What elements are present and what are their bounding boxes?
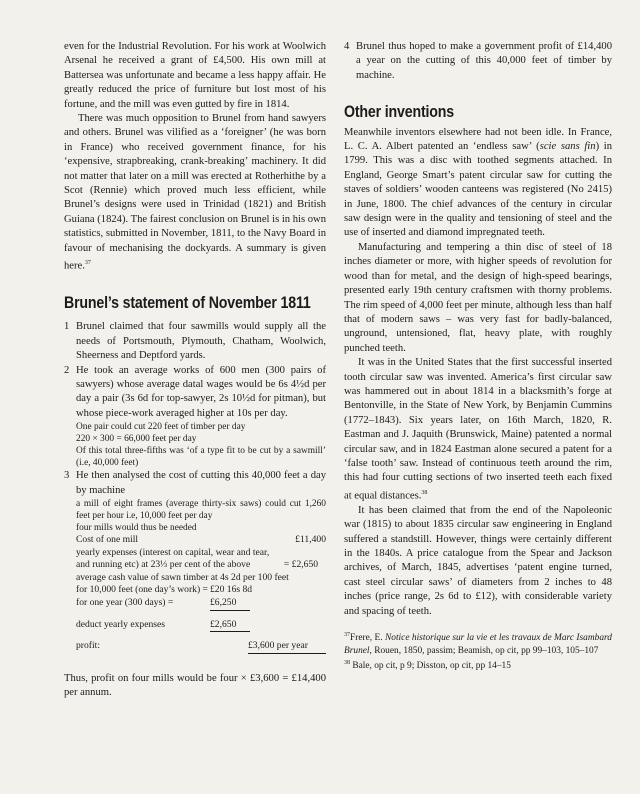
footnote-text: Frere, E. [350, 633, 386, 644]
item-text: He then analysed the cost of cutting this 40,000 feet a day by machine [76, 470, 326, 496]
item-subtext: One pair could cut 220 feet of timber per day [76, 422, 246, 433]
right-column [344, 40, 612, 672]
calc-value: = £2,650 [283, 559, 319, 571]
item-number: 1 [64, 321, 70, 333]
calc-value: £11,400 [295, 534, 326, 546]
footnote-number: 38 [344, 659, 350, 666]
footnote-ref: 38 [421, 489, 428, 496]
calc-label: average cash value of sawn timber at 4s 2d per 100 feet [76, 571, 289, 583]
footnote [344, 657, 612, 673]
cost-calculation [64, 534, 326, 654]
list-item [64, 364, 326, 470]
footnote-text: , Rouen, 1850, passim; Beamish, op cit, pp 99–103, 105–107 [369, 645, 599, 656]
paragraph-text: It was in the United States that the first successful inserted tooth circular saw was invented. America’s first circular saw was hammered out in about 1814 in a blacksmith’s forge at Bentonville, in the State of New York, by Benjamin Cummins (1772–1843). Six years later, on 16th March, 1820, R. Eastman and J. Jaquith (Brunswick, Maine) patented a normal circular saw, and in 1824 Eastman alone secured a patent for a ‘false tooth’ saw. Instead of continuous teeth around the rim, this had four cutting sections of two inserted teeth each fixed at equal distances. [344, 357, 612, 502]
paragraph-text: There was much opposition to Brunel from hand sawyers and others. Brunel was vilified as a ‘foreigner’ (he was born in France) who received government finance, for his ‘expensive, strapbreaking, crank-breaking’ machinery. It did not matter that later on a mill was erected at Rotherhithe by a Scot (Rennie) which proved much less efficient, while Brunel’s designs were used in Trinidad (1821) and British Guiana (1824). The fairest conclusion on Brunel is in his own statistics, submitted in November, 1811, to the Navy Board in favour of mechanising the dockyards. A summary is given here. [64, 113, 326, 272]
calc-value: £6,250 [210, 597, 250, 611]
section-heading: Brunel’s statement of November 1811 [64, 294, 311, 313]
item-number: 3 [64, 470, 70, 482]
item-subtext: Of this total three-fifths was ‘of a type fit to be cut by a sawmill’ (i.e, 40,000 feet) [76, 446, 326, 469]
list-item [64, 320, 326, 363]
calc-value: £3,600 per year [248, 640, 326, 654]
paragraph: even for the Industrial Revolution. For his work at Woolwich Arsenal he received a grant of £4,500. His own mill at Battersea was unfortunate and became a less happy affair. He greatly reduced the price of furniture but lost most of his fortune, and the mill was even gutted by fire in 1814. [64, 41, 326, 110]
item-text: He took an average works of 600 men (300 pairs of sawyers) whose average datal wages would be 6s 4½d per day a pair (3s 6d for top-sawyer, 2s 10½d for pitman), but whose piece-work averaged higher at 10s per day. [76, 364, 326, 419]
calc-label: Cost of one mill [76, 534, 139, 546]
item-subtext: a mill of eight frames (average thirty-six saws) could cut 1,260 feet per hour i.e, 10,000 feet per day [76, 499, 326, 522]
paragraph-text: ) in 1799. This was a disc with toothed segments attached. In England, George Smart’s patent circular saw for cutting the staves of soldiers’ wooden canteens was registered (No 2415) in June, 1800. The chief advances of the century in circular saw design were in the quality and tensioning of steel and the use of inserted and diamond impregnated teeth. [344, 141, 612, 239]
item-subtext: four mills would thus be needed [76, 523, 197, 534]
item-text: Brunel claimed that four sawmills would supply all the needs of Portsmouth, Plymouth, Chatham, Woolwich, Sheerness and Deptford yards. [76, 321, 326, 362]
paragraph [64, 112, 326, 274]
footnote-number: 37 [344, 631, 350, 638]
footnote [344, 629, 612, 657]
paragraph: It has been claimed that from the end of the Napoleonic war (1815) to about 1835 circular saw engineering in England suffered a standstill. However, things were certainly different in the 1840s. A price catalogue from the Spear and Jackson archives, of March, 1845, advertises ‘patent engine turned, cast steel circular saws’ of diameters from 2 inches to 48 inches (price range, 2s 6d to £12), with considerable variety and spacing of teeth. [344, 504, 612, 617]
calc-label: for one year (300 days) = [76, 597, 174, 609]
calc-label: deduct yearly expenses [76, 618, 165, 630]
footnote-text: Bale, op cit, p 9; Disston, op cit, pp 14–15 [352, 661, 511, 672]
paragraph [344, 126, 612, 241]
paragraph: Manufacturing and tempering a thin disc of steel of 18 inches diameter or more, with higher speeds of revolution for wood than for metal, and the design of high-speed bearings, presented early 19th century craftsmen with thorny problems. The rim speed of 4,000 feet per minute, although less than half that of modern saws – was very fast for badly-balanced, unground, untensioned, flat, heavy plate, with roughly punched teeth. [344, 241, 612, 354]
footnotes [344, 629, 612, 672]
list-item [64, 469, 326, 534]
item-number: 4 [344, 41, 350, 52]
conclusion: Thus, profit on four mills would be four × £3,600 = £14,400 per annum. [64, 672, 326, 699]
calc-label: profit: [76, 640, 100, 652]
calc-value: £2,650 [210, 619, 250, 633]
section-heading: Other inventions [344, 103, 454, 122]
item-text: Brunel thus hoped to make a government profit of £14,400 a year on the cutting of this 40,000 feet of timber by machine. [356, 41, 612, 81]
list-item [344, 40, 612, 83]
item-subtext: 220 × 300 = 66,000 feet per day [76, 434, 197, 445]
item-number: 2 [64, 364, 70, 376]
footnote-ref: 37 [84, 260, 91, 267]
calc-label: yearly expenses (interest on capital, wear and tear, and running etc) at 23⅓ per cent of the above [76, 546, 270, 571]
paragraph [344, 356, 612, 504]
italic-term: scie sans fin [539, 141, 596, 153]
left-column [64, 40, 326, 701]
footnote-italic: Notice historique sur la vie et les travaux de Marc Isambard Brunel [344, 633, 612, 656]
paragraph-text: Meanwhile inventors elsewhere had not been idle. In France, L. C. A. Albert patented an ‘endless saw’ ( [344, 126, 612, 153]
calc-label: for 10,000 feet (one day’s work) = [76, 584, 208, 596]
calc-value: £20 16s 8d [210, 584, 253, 596]
